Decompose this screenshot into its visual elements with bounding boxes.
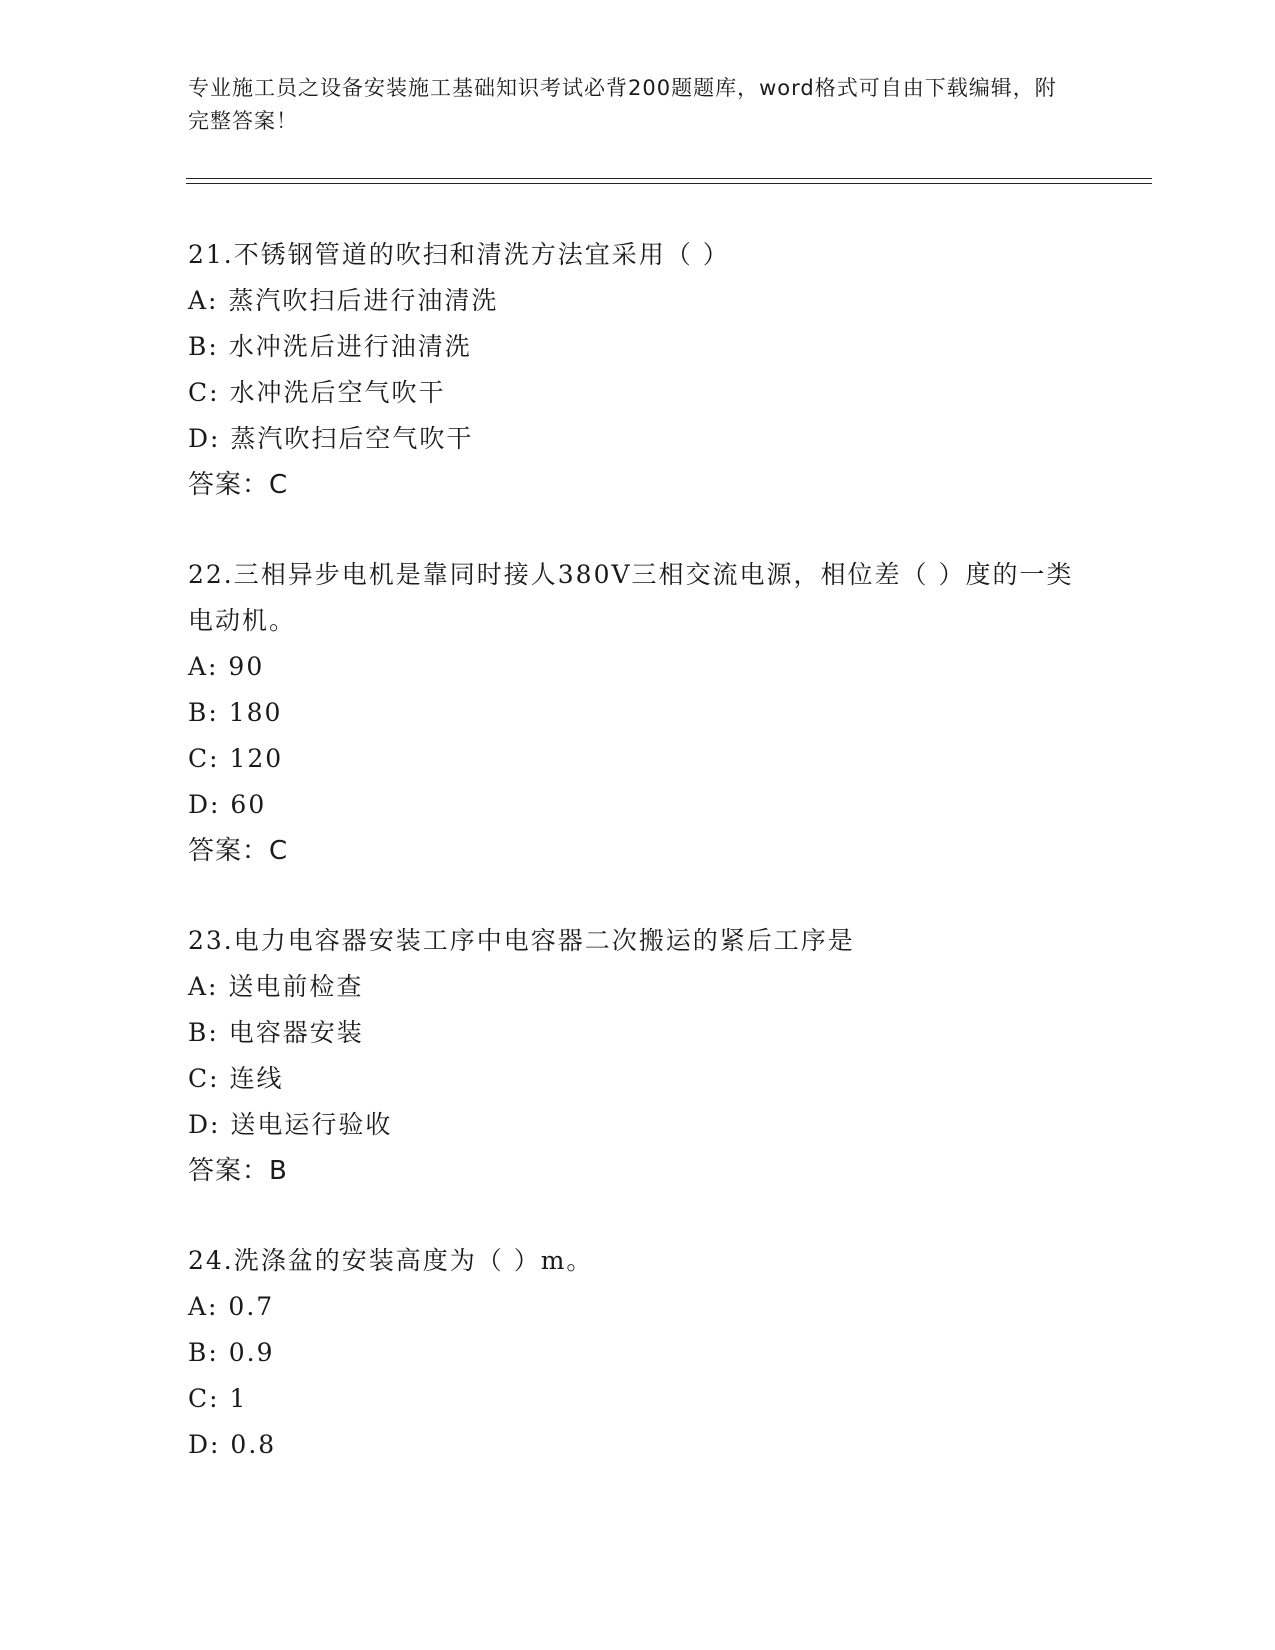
question-22 xyxy=(188,552,1088,874)
option-b: B: 180 xyxy=(188,698,283,727)
option-a: A: 蒸汽吹扫后进行油清洗 xyxy=(188,286,499,315)
question-stem: 24.洗涤盆的安装高度为（ ）m。 xyxy=(188,1246,594,1275)
option-d: D: 0.8 xyxy=(188,1430,277,1459)
header-title: 专业施工员之设备安装施工基础知识考试必背200题题库，word格式可自由下载编辑，附完整答案！ xyxy=(188,76,1057,133)
option-c: C: 120 xyxy=(188,744,284,773)
option-a: A: 90 xyxy=(188,652,265,681)
option-b: B: 0.9 xyxy=(188,1338,275,1367)
question-21 xyxy=(188,232,1088,508)
document-header xyxy=(188,72,1068,138)
answer: 答案：B xyxy=(188,1156,288,1186)
question-list xyxy=(188,232,1088,1512)
option-d: D: 蒸汽吹扫后空气吹干 xyxy=(188,424,474,453)
option-c: C: 水冲洗后空气吹干 xyxy=(188,378,446,407)
question-23 xyxy=(188,918,1088,1194)
option-a: A: 送电前检查 xyxy=(188,972,364,1001)
option-c: C: 连线 xyxy=(188,1064,284,1093)
answer: 答案：C xyxy=(188,470,289,500)
header-rule-bottom xyxy=(186,183,1152,184)
option-a: A: 0.7 xyxy=(188,1292,275,1321)
question-stem: 23.电力电容器安装工序中电容器二次搬运的紧后工序是 xyxy=(188,926,855,955)
answer: 答案：C xyxy=(188,836,289,866)
header-rule-top xyxy=(186,178,1152,179)
question-24 xyxy=(188,1238,1088,1468)
option-d: D: 送电运行验收 xyxy=(188,1110,393,1139)
question-stem: 22.三相异步电机是靠同时接人380V三相交流电源，相位差（ ）度的一类电动机。 xyxy=(188,560,1074,635)
option-b: B: 电容器安装 xyxy=(188,1018,364,1047)
option-c: C: 1 xyxy=(188,1384,248,1413)
question-stem: 21.不锈钢管道的吹扫和清洗方法宜采用（ ） xyxy=(188,240,730,269)
option-d: D: 60 xyxy=(188,790,267,819)
option-b: B: 水冲洗后进行油清洗 xyxy=(188,332,472,361)
